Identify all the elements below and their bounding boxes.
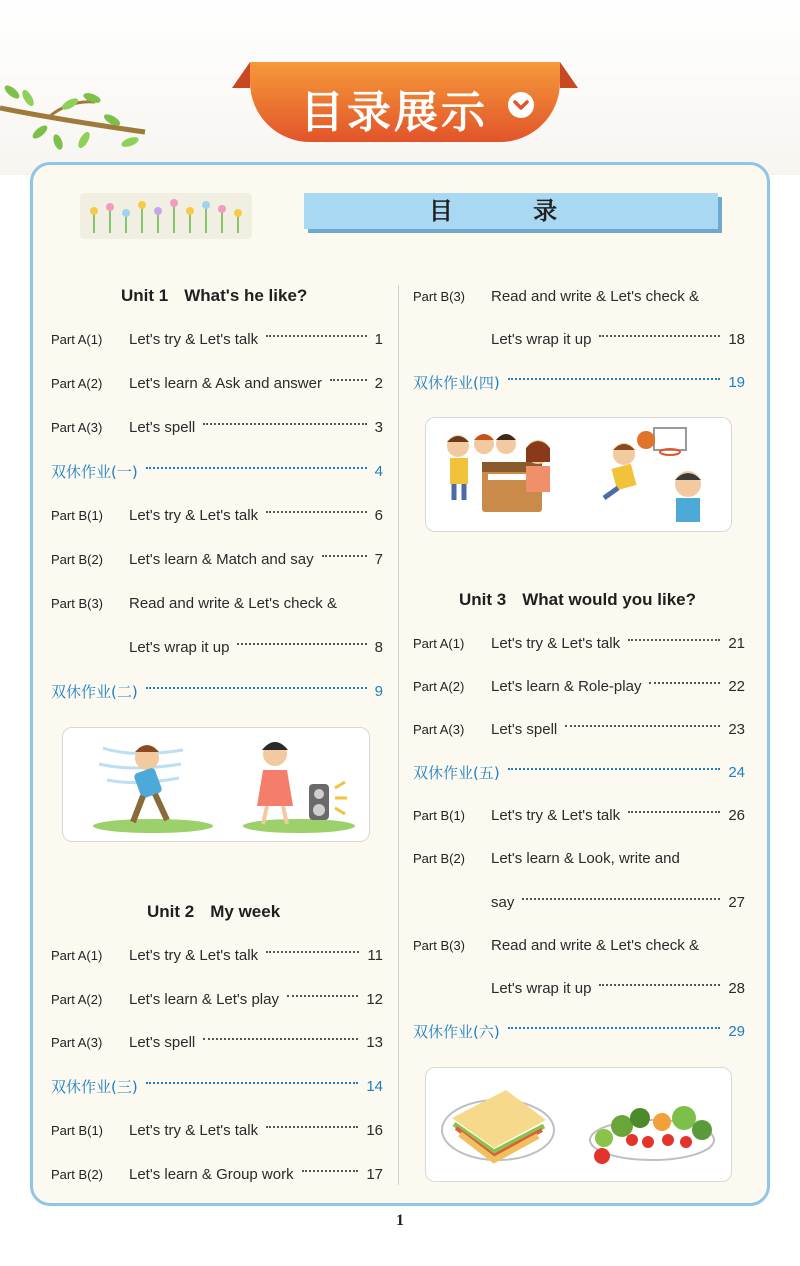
dot-leader <box>599 335 720 337</box>
illustration-piano-and-basketball <box>425 417 732 532</box>
section-title: Let's learn & Let's play <box>129 991 279 1008</box>
banner-title: 目录展示 <box>300 87 488 138</box>
page-number: 22 <box>728 678 745 695</box>
toc-row[interactable] <box>413 847 745 871</box>
dot-leader <box>522 898 720 900</box>
section-title: Let's try & Let's talk <box>491 635 621 652</box>
toc-row-homework[interactable] <box>413 761 745 785</box>
page-number: 17 <box>366 1166 383 1183</box>
toc-row-homework[interactable] <box>413 371 745 395</box>
section-title: Let's try & Let's talk <box>129 1122 259 1139</box>
illustration-food <box>425 1067 732 1182</box>
unit-label: Unit 1 <box>121 286 169 305</box>
toc-row-continued[interactable] <box>491 328 745 352</box>
unit-label: Unit 2 <box>147 902 195 921</box>
section-title: Read and write & Let's check & <box>491 937 699 954</box>
dot-leader <box>508 1027 721 1029</box>
branch-leaves-icon <box>0 80 150 170</box>
toc-row[interactable] <box>51 592 383 616</box>
toc-row[interactable] <box>413 285 745 309</box>
toc-row[interactable] <box>51 1031 383 1055</box>
section-title: Let's learn & Match and say <box>129 551 314 568</box>
page-number: 1 <box>374 331 383 348</box>
dot-leader <box>649 682 720 684</box>
page-footer-number: 1 <box>396 1212 404 1229</box>
page-number: 23 <box>728 721 745 738</box>
part-label: Part B(1) <box>51 1123 104 1138</box>
illustration-wind-and-music-icon <box>63 728 369 841</box>
unit-title: My week <box>210 902 281 921</box>
section-title: Let's spell <box>491 721 558 738</box>
toc-row-homework[interactable] <box>51 680 383 704</box>
toc-row[interactable] <box>413 675 745 699</box>
banner-body <box>250 62 560 142</box>
page-number: 28 <box>728 980 745 997</box>
toc-heading-text: 目 录 <box>304 193 718 229</box>
page-number: 2 <box>374 375 383 392</box>
banner <box>232 62 578 146</box>
unit-1-heading <box>121 286 307 306</box>
toc-row-homework[interactable] <box>413 1020 745 1044</box>
section-title: Let's spell <box>129 1034 196 1051</box>
section-title: Let's learn & Look, write and <box>491 850 680 867</box>
homework-title: 双休作业(五) <box>413 764 500 782</box>
page-number: 11 <box>367 947 383 964</box>
page-number: 7 <box>374 551 383 568</box>
dot-leader <box>628 811 720 813</box>
toc-row[interactable] <box>413 804 745 828</box>
page-number: 16 <box>366 1122 383 1139</box>
dot-leader <box>287 995 358 997</box>
toc-row[interactable] <box>413 632 745 656</box>
part-label: Part A(2) <box>413 679 465 694</box>
dot-leader <box>266 335 367 337</box>
dot-leader <box>266 951 359 953</box>
part-label: Part B(2) <box>413 851 466 866</box>
page-number: 18 <box>728 331 745 348</box>
part-label: Part B(3) <box>413 289 466 304</box>
toc-row[interactable] <box>413 934 745 958</box>
section-title: Let's spell <box>129 419 196 436</box>
dot-leader <box>146 467 367 469</box>
unit-label: Unit 3 <box>459 590 507 609</box>
page-number: 26 <box>728 807 745 824</box>
unit-3-heading <box>459 590 696 610</box>
dot-leader <box>599 984 720 986</box>
part-label: Part B(2) <box>51 1167 104 1182</box>
homework-title: 双休作业(六) <box>413 1023 500 1041</box>
flowers-icon <box>80 193 252 239</box>
part-label: Part A(1) <box>51 948 103 963</box>
section-title: Let's learn & Group work <box>129 1166 294 1183</box>
illustration-piano-and-basketball-icon <box>426 418 731 531</box>
toc-row[interactable] <box>413 718 745 742</box>
page-number: 4 <box>374 463 383 480</box>
part-label: Part A(3) <box>413 722 465 737</box>
toc-row[interactable] <box>51 416 383 440</box>
unit-2-heading <box>147 902 280 922</box>
unit-title: What's he like? <box>184 286 308 305</box>
part-label: Part B(3) <box>51 596 104 611</box>
chevron-down-icon <box>508 92 534 118</box>
dot-leader <box>266 511 367 513</box>
dot-leader <box>146 687 367 689</box>
section-title: say <box>491 894 515 911</box>
toc-row-continued[interactable] <box>491 891 745 915</box>
toc-heading <box>304 193 724 233</box>
homework-title: 双休作业(二) <box>51 683 138 701</box>
page-number: 27 <box>728 894 745 911</box>
toc-row-continued[interactable] <box>129 636 383 660</box>
illustration-food-icon <box>426 1068 731 1181</box>
page-number: 21 <box>728 635 745 652</box>
part-label: Part B(1) <box>51 508 104 523</box>
section-title: Let's learn & Ask and answer <box>129 375 322 392</box>
column-divider <box>398 285 399 1185</box>
toc-row-homework[interactable] <box>51 1075 383 1099</box>
section-title: Let's try & Let's talk <box>129 331 259 348</box>
homework-title: 双休作业(三) <box>51 1078 138 1096</box>
part-label: Part A(1) <box>413 636 465 651</box>
section-title: Let's wrap it up <box>129 639 230 656</box>
toc-row[interactable] <box>51 548 383 572</box>
homework-title: 双休作业(四) <box>413 374 500 392</box>
unit-title: What would you like? <box>522 590 697 609</box>
part-label: Part A(2) <box>51 992 103 1007</box>
page-number: 19 <box>728 374 745 391</box>
part-label: Part B(1) <box>413 808 466 823</box>
page-number: 3 <box>374 419 383 436</box>
dot-leader <box>237 643 366 645</box>
toc-row[interactable] <box>51 944 383 968</box>
banner-ear-right <box>560 62 578 88</box>
section-title: Let's try & Let's talk <box>491 807 621 824</box>
part-label: Part A(2) <box>51 376 103 391</box>
page-number: 14 <box>366 1078 383 1095</box>
section-title: Read and write & Let's check & <box>491 288 699 305</box>
section-title: Let's try & Let's talk <box>129 507 259 524</box>
page-number: 13 <box>366 1034 383 1051</box>
homework-title: 双休作业(一) <box>51 463 138 481</box>
dot-leader <box>266 1126 358 1128</box>
part-label: Part A(3) <box>51 420 103 435</box>
dot-leader <box>565 725 720 727</box>
dot-leader <box>508 768 721 770</box>
page-number: 9 <box>374 683 383 700</box>
banner-ear-left <box>232 62 250 88</box>
illustration-wind-and-music <box>62 727 370 842</box>
section-title: Read and write & Let's check & <box>129 595 337 612</box>
dot-leader <box>322 555 367 557</box>
dot-leader <box>146 1082 359 1084</box>
part-label: Part B(3) <box>413 938 466 953</box>
toc-row[interactable] <box>51 504 383 528</box>
dot-leader <box>203 1038 358 1040</box>
section-title: Let's try & Let's talk <box>129 947 259 964</box>
dot-leader <box>628 639 720 641</box>
toc-row[interactable] <box>51 988 383 1012</box>
dot-leader <box>330 379 367 381</box>
page-number: 24 <box>728 764 745 781</box>
toc-row-continued[interactable] <box>491 977 745 1001</box>
toc-row[interactable] <box>51 1119 383 1143</box>
page-number: 6 <box>374 507 383 524</box>
part-label: Part A(1) <box>51 332 103 347</box>
toc-row[interactable] <box>51 328 383 352</box>
page-number: 12 <box>366 991 383 1008</box>
toc-row[interactable] <box>51 372 383 396</box>
dot-leader <box>508 378 721 380</box>
section-title: Let's wrap it up <box>491 980 592 997</box>
section-title: Let's learn & Role-play <box>491 678 642 695</box>
page-number: 29 <box>728 1023 745 1040</box>
section-title: Let's wrap it up <box>491 331 592 348</box>
dot-leader <box>302 1170 359 1172</box>
toc-row[interactable] <box>51 1163 383 1187</box>
dot-leader <box>203 423 366 425</box>
toc-row-homework[interactable] <box>51 460 383 484</box>
page-number: 8 <box>374 639 383 656</box>
part-label: Part B(2) <box>51 552 104 567</box>
part-label: Part A(3) <box>51 1035 103 1050</box>
